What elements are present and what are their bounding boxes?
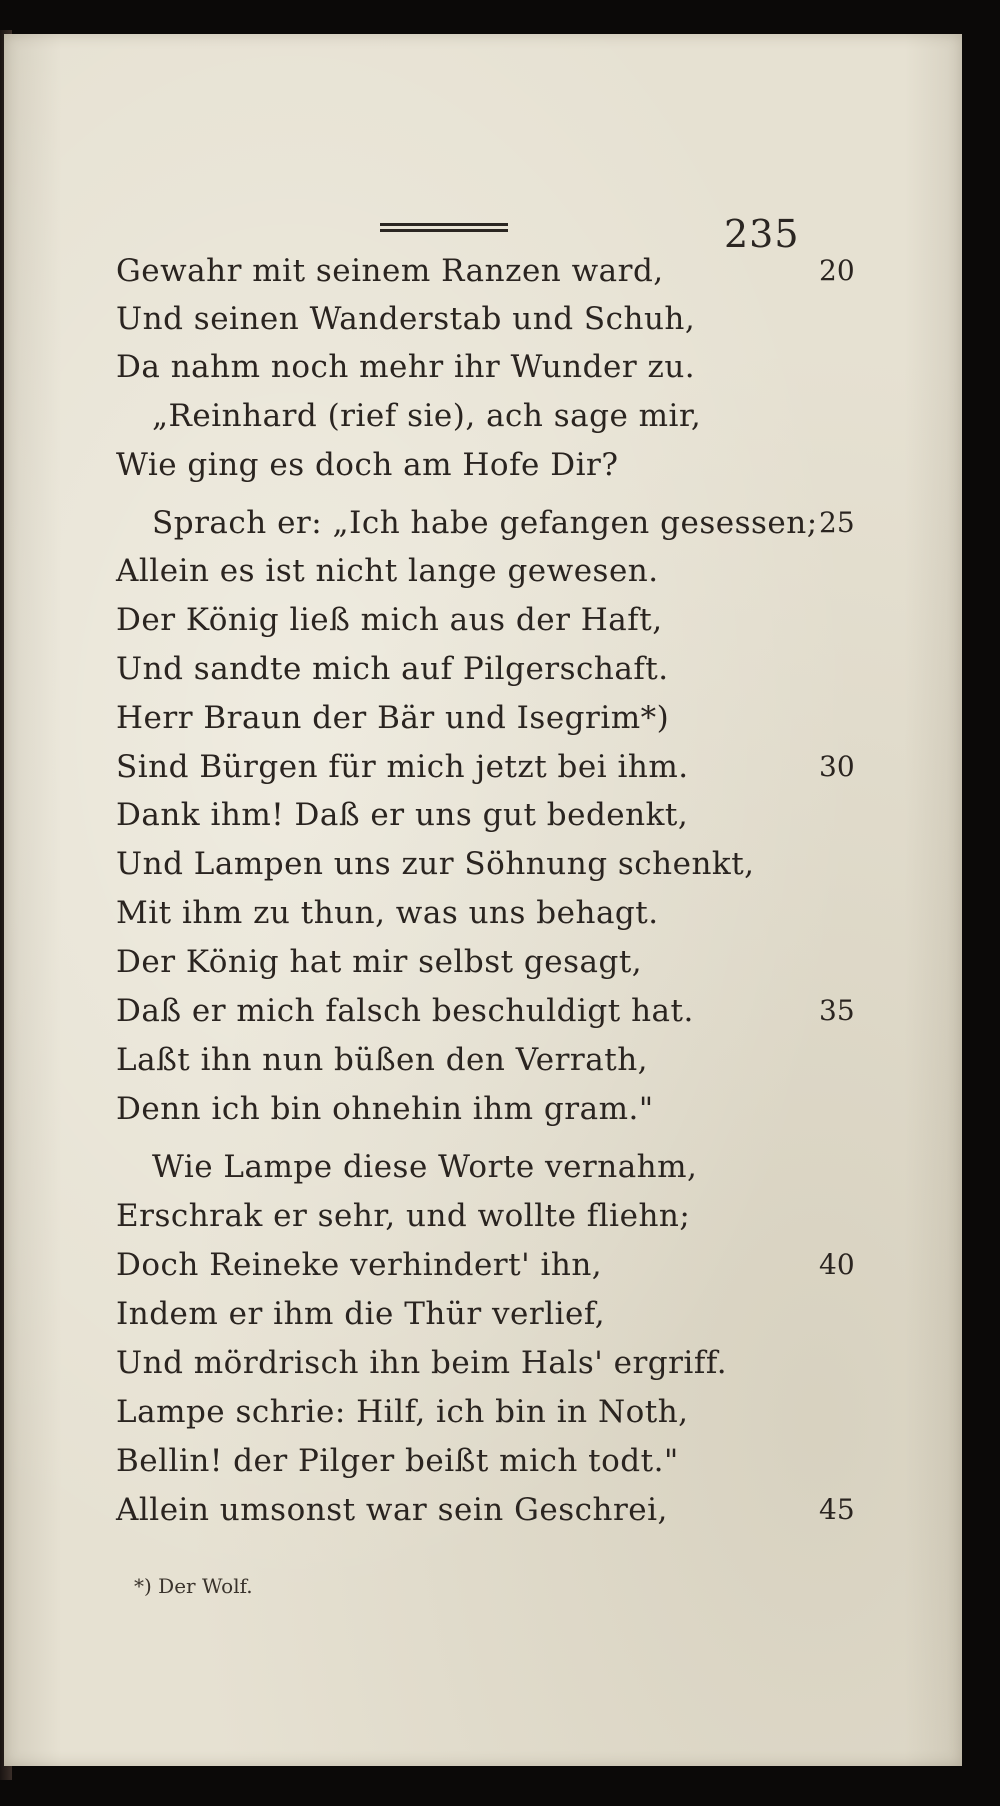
verse-line: Doch Reineke verhindert' ihn, — [116, 1247, 603, 1283]
verse-line: Gewahr mit seinem Ranzen ward, — [116, 253, 664, 289]
verse-line: Bellin! der Pilger beißt mich todt." — [116, 1443, 679, 1479]
verse-line: Lampe schrie: Hilf, ich bin in Noth, — [116, 1394, 689, 1430]
footnote: *) Der Wolf. — [134, 1574, 253, 1598]
line-number: 35 — [819, 994, 855, 1027]
book-page — [4, 34, 962, 1766]
verse-line: Wie Lampe diese Worte vernahm, — [152, 1149, 698, 1185]
verse-line: Indem er ihm die Thür verlief, — [116, 1296, 606, 1332]
line-number: 20 — [819, 254, 855, 287]
header-rule-bottom-bar — [380, 229, 508, 232]
verse-line: Der König ließ mich aus der Haft, — [116, 602, 663, 638]
verse-line: Daß er mich falsch beschuldigt hat. — [116, 993, 694, 1029]
verse-line: Sind Bürgen für mich jetzt bei ihm. — [116, 749, 689, 785]
verse-line: Da nahm noch mehr ihr Wunder zu. — [116, 349, 696, 385]
verse-line: Und sandte mich auf Pilgerschaft. — [116, 651, 669, 687]
line-number: 45 — [819, 1493, 855, 1526]
verse-line: Herr Braun der Bär und Isegrim*) — [116, 700, 670, 736]
verse-line: Laßt ihn nun büßen den Verrath, — [116, 1042, 649, 1078]
verse-line: „Reinhard (rief sie), ach sage mir, — [152, 398, 702, 434]
verse-line: Denn ich bin ohnehin ihm gram." — [116, 1091, 654, 1127]
line-number: 25 — [819, 506, 855, 539]
verse-line: Sprach er: „Ich habe gefangen gesessen; — [152, 505, 818, 541]
header-ornament-rule — [380, 223, 508, 232]
verse-line: Und seinen Wanderstab und Schuh, — [116, 301, 696, 337]
line-number: 30 — [819, 750, 855, 783]
verse-line: Allein umsonst war sein Geschrei, — [116, 1492, 668, 1528]
verse-line: Wie ging es doch am Hofe Dir? — [116, 447, 619, 483]
verse-line: Erschrak er sehr, und wollte fliehn; — [116, 1198, 691, 1234]
verse-line: Mit ihm zu thun, was uns behagt. — [116, 895, 659, 931]
line-number: 40 — [819, 1248, 855, 1281]
header-rule-top-bar — [380, 223, 508, 226]
verse-line: Und Lampen uns zur Söhnung schenkt, — [116, 846, 755, 882]
page-number: 235 — [724, 212, 800, 256]
verse-line: Dank ihm! Daß er uns gut bedenkt, — [116, 797, 689, 833]
verse-line: Und mördrisch ihn beim Hals' ergriff. — [116, 1345, 728, 1381]
verse-line: Allein es ist nicht lange gewesen. — [116, 553, 659, 589]
verse-line: Der König hat mir selbst gesagt, — [116, 944, 643, 980]
